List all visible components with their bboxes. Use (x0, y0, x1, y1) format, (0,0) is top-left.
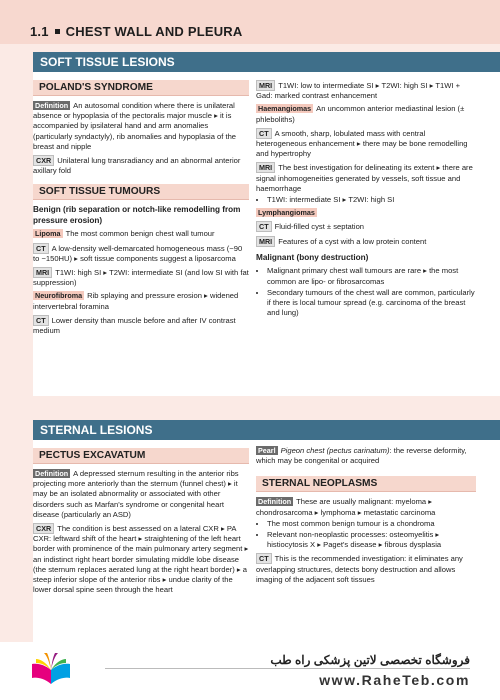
lymphangioma-ct-text: Fluid-filled cyst ± septation (274, 222, 365, 232)
mri-tag: MRI (33, 267, 52, 278)
haemangioma-tag: Haemangiomas (258, 104, 312, 114)
haemangioma-bullets (256, 195, 476, 205)
pectus-definition-text: A depressed sternum resulting in the anterior ribs projecting more anteriorly than the sternum (funnel chest) ▸ it may be an isolated abnormality or associated with other disorders such as Marfan's syndrome or congenital heart disease (particularly an ASD) (33, 469, 239, 519)
chapter-number: 1.1 (30, 24, 49, 39)
haemangioma-mri-text: The best investigation for delineating its extent ▸ there are signal inhomogeneities generated by vessels, soft tissue and haemorrhage (256, 163, 473, 193)
sternal-ct-text: This is the recommended investigation: it eliminates any overlapping structures, detects bony destruction and allows imaging of the adjacent soft tissues (256, 554, 463, 584)
sternal-definition (256, 497, 476, 517)
lipoma-mri (33, 267, 249, 288)
chapter-title (30, 24, 242, 39)
mri-tag: MRI (256, 162, 275, 173)
ct-tag: CT (256, 128, 272, 139)
benign-heading: Benign (rib separation or notch-like remodelling from pressure erosion) (33, 205, 241, 225)
footer (0, 642, 500, 700)
definition-tag: Definition (35, 101, 69, 110)
pectus-heading: PECTUS EXCAVATUM (33, 448, 249, 464)
list-item: • Secondary tumours of the chest wall are common, particularly if there is local tumour spread (e.g. carcinoma of the breast and lung) (267, 288, 476, 319)
mri-tag: MRI (256, 236, 275, 247)
pectus-definition (33, 469, 249, 520)
poland-heading: POLAND'S SYNDROME (33, 80, 249, 96)
sternal-definition-text: These are usually malignant: myeloma ▸ chondrosarcoma ▸ lymphoma ▸ metastatic carcinoma (256, 497, 436, 517)
poland-cxr-text: Unilateral lung transradiancy and an abnormal anterior axillary fold (33, 156, 241, 176)
lipoma-tag: Lipoma (35, 229, 61, 239)
right-column-bottom (256, 446, 476, 588)
footer-website[interactable]: www.RaheTeb.com (319, 672, 470, 688)
list-item: • Malignant primary chest wall tumours are rare ▸ the most common are lipo- or fibrosarcomas (267, 266, 476, 286)
haemangioma-mri (256, 162, 476, 194)
pearl-tag: Pearl (258, 446, 276, 455)
haemangioma-entry (256, 104, 476, 124)
lipoma-mri-text: T1WI: high SI ▸ T2WI: intermediate SI (and low SI with fat suppression) (33, 268, 249, 288)
lymphangioma-entry (256, 208, 476, 218)
neurofibroma-ct (33, 315, 249, 336)
lipoma-ct (33, 243, 249, 264)
footer-store-name: فروشگاه تخصصی لاتین پزشکی راه طب (270, 653, 470, 667)
pearl-text: : the reverse deformity, which may be congenital or acquired (256, 446, 467, 466)
sternal-neoplasms-heading: STERNAL NEOPLASMS (256, 476, 476, 492)
left-column-bottom (33, 446, 249, 598)
lymphangioma-mri (256, 236, 476, 247)
lymphangioma-tag: Lymphangiomas (258, 208, 315, 218)
poland-cxr (33, 155, 249, 176)
malignant-bullets (256, 266, 476, 318)
bullet-square-icon (55, 29, 60, 34)
lipoma-text: The most common benign chest wall tumour (65, 229, 215, 239)
sternal-bullets (256, 519, 476, 551)
right-column-top (256, 80, 476, 321)
lymphangioma-ct (256, 221, 476, 232)
malignant-heading: Malignant (bony destruction) (256, 252, 369, 262)
lipoma-entry (33, 229, 249, 239)
cxr-tag: CXR (33, 155, 54, 166)
book-logo-icon (30, 650, 72, 690)
sternal-ct (256, 553, 476, 585)
poland-definition (33, 101, 249, 152)
poland-definition-text: An autosomal condition where there is unilateral absence or hypoplasia of the pectoralis major muscle ▸ it is accompanied by ipsilateral hand and arm anomalies (particularly syndactyly), rib anomalies and hypoplasia of the breast and nipple (33, 101, 237, 151)
pectus-cxr (33, 523, 249, 595)
neurofibroma-ct-text: Lower density than muscle before and after IV contrast medium (33, 315, 236, 336)
haemangioma-ct-text: A smooth, sharp, lobulated mass with central heterogeneous enhancement ▸ there may be bone remodelling and hypertrophy (256, 128, 468, 159)
neurofibroma-tag: Neurofibroma (35, 291, 83, 301)
list-item: • The most common benign tumour is a chondroma (267, 519, 476, 529)
left-column-top (33, 78, 249, 339)
neurofibroma-entry (33, 291, 249, 311)
cxr-tag: CXR (33, 523, 54, 534)
ct-tag: CT (33, 243, 49, 254)
footer-divider (105, 668, 470, 669)
ct-tag: CT (256, 553, 272, 564)
mri-entry (256, 80, 476, 101)
pectus-cxr-text: The condition is best assessed on a lateral CXR ▸ PA CXR: leftward shift of the heart ▸ straightening of the left heart border with prominence of the main pulmonary artery segment ▸ an indistinct right heart border simulating middle lobe disease (the sternum replaces aerated lung at the right heart border) ▸ a steep inferior slope of the anterior ribs ▸ undue clarity of the lower dorsal spine seen through the heart (33, 524, 249, 595)
pearl-italic: Pigeon chest (pectus carinatum) (280, 446, 390, 455)
definition-tag: Definition (35, 469, 69, 478)
pearl-entry (256, 446, 476, 466)
chapter-name: CHEST WALL AND PLEURA (65, 24, 243, 39)
definition-tag: Definition (258, 497, 292, 507)
lymphangioma-mri-text: Features of a cyst with a low protein content (278, 236, 427, 246)
neurofibroma-text: Rib splaying and pressure erosion ▸ widened intervertebral foramina (33, 291, 239, 311)
lipoma-ct-text: A low-density well-demarcated homogeneous mass (−90 to −150HU) ▸ soft tissue components suggest a liposarcoma (33, 243, 243, 263)
soft-tissue-tumours-heading: SOFT TISSUE TUMOURS (33, 184, 249, 200)
section-sternal-lesions: STERNAL LESIONS (33, 420, 500, 440)
list-item: • Relevant non-neoplastic processes: osteomyelitis ▸ histiocytosis X ▸ Paget's disease ▸ fibrous dysplasia (267, 530, 476, 550)
ct-tag: CT (33, 315, 49, 326)
mri-tag: MRI (256, 80, 275, 91)
ct-tag: CT (256, 221, 272, 232)
mri-text: T1WI: low to intermediate SI ▸ T2WI: high SI ▸ T1WI + Gad: marked contrast enhancement (256, 81, 461, 101)
section-soft-tissue-lesions: SOFT TISSUE LESIONS (33, 52, 500, 72)
haemangioma-ct (256, 128, 476, 160)
list-item: • T1WI: intermediate SI ▸ T2WI: high SI (267, 195, 476, 205)
haemangioma-text: An uncommon anterior mediastinal lesion (± phleboliths) (256, 104, 465, 124)
